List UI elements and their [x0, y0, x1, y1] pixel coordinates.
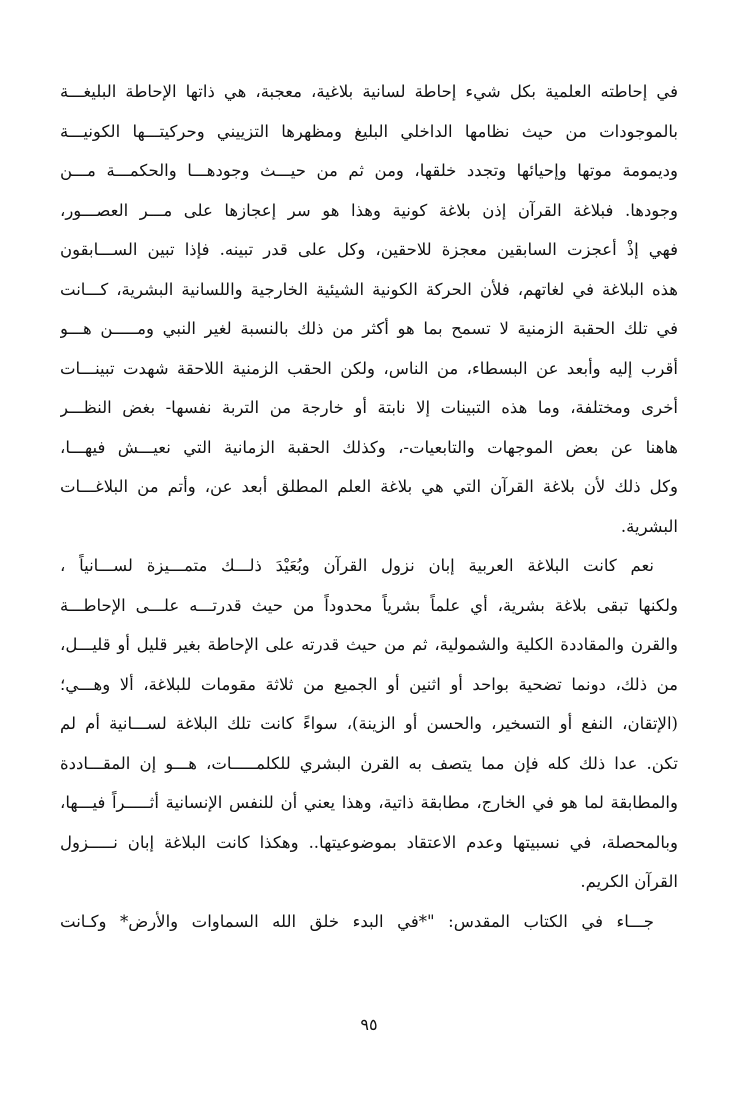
text-line: تكن. عدا ذلك كله فإن مما يتصف به القرن البشري للكلمـــــات، هـــو إن المقـــاددة [60, 753, 678, 773]
text-line: نعم كانت البلاغة العربية إبان نزول القرآن وبُعَيْدَ ذلـــك متمـــيزة لســـانياً ، [60, 556, 654, 575]
page-number: ٩٥ [360, 1015, 378, 1034]
text-line: البشرية. [620, 516, 678, 536]
text-line: جـــاء في الكتاب المقدس: "*في البدء خلق الله السماوات والأرض* وكـانت [60, 911, 654, 931]
text-line: أخرى ومختلفة، وما هذه التبينات إلا نابتة أو خارجة من التربة نفسها- بغض النظـــر [60, 398, 678, 417]
paragraph-2 [60, 546, 678, 902]
text-line: (الإتقان، النفع أو التسخير، والحسن أو الزينة)، سواءً كانت تلك البلاغة لســـانية أم لم [60, 714, 678, 733]
text-line: وديمومة موتها وإحيائها وتجدد خلقها، ومن ثم من حيـــث وجودهـــا والحكمـــة مـــن [60, 161, 678, 180]
text-line: والمطابقة لما هو في الخارج، مطابقة ذاتية، وهذا يعني أن للنفس الإنسانية أثـــــراً فيـــها، [60, 793, 678, 812]
text-line: أقرب إليه وأبعد عن البسطاء، من الناس، ولكن الحقب الزمنية اللاحقة شهدت تبينـــات [60, 358, 678, 378]
text-line: من ذلك، دونما تضحية بواحد أو اثنين أو الجميع من ثلاثة مقومات للبلاغة، ألا وهـــي؛ [60, 674, 678, 694]
paragraph-1 [60, 72, 678, 546]
text-line: ولكنها تبقى بلاغة بشرية، أي علماً بشرياً محدوداً من حيث قدرتـــه علـــى الإحاطـــة [60, 595, 678, 615]
text-line: وكل ذلك لأن بلاغة القرآن التي هي بلاغة العلم المطلق أبعد عن، وأتم من البلاغـــات [60, 477, 678, 496]
text-line: هاهنا عن بعض الموجهات والتابعيات-، وكذلك الحقبة الزمانية التي نعيـــش فيهـــا، [60, 437, 678, 457]
text-line: القرآن الكريم. [580, 872, 678, 891]
text-line: فهي إذْ أعجزت السابقين معجزة للاحقين، وكل على قدر تبينه. فإذا تبين الســـابقون [60, 240, 678, 259]
text-line: في تلك الحقبة الزمنية لا تسمح بما هو أكثر من ذلك بالنسبة لغير النبي ومـــــن هـــو [60, 319, 678, 338]
text-line: وجودها. فبلاغة القرآن إذن بلاغة كونية وهذا هو سر إعجازها على مـــر العصـــور، [60, 200, 678, 220]
text-line: هذه البلاغة في لغاتهم، فلأن الحركة الكونية الشيئية الخارجية واللسانية البشرية، كـــانت [60, 279, 678, 299]
text-line: وبالمحصلة، في نسبيتها وعدم الاعتقاد بموضوعيتها.. وهكذا كانت البلاغة إبان نـــــزول [60, 832, 678, 852]
text-line: والقرن والمقاددة الكلية والشمولية، ثم من حيث قدرته على الإحاطة بغير قليل أو قليـــل، [60, 635, 678, 654]
text-line: في إحاطته العلمية بكل شيء إحاطة لسانية بلاغية، معجبة، هي ذاتها الإحاطة البليغـــة [60, 82, 678, 101]
text-line: بالموجودات من حيث نظامها الداخلي البليغ ومظهرها التزييني وحركيتـــها الكونيـــة [60, 121, 678, 141]
paragraph-3 [60, 902, 678, 942]
body-text [60, 72, 678, 941]
